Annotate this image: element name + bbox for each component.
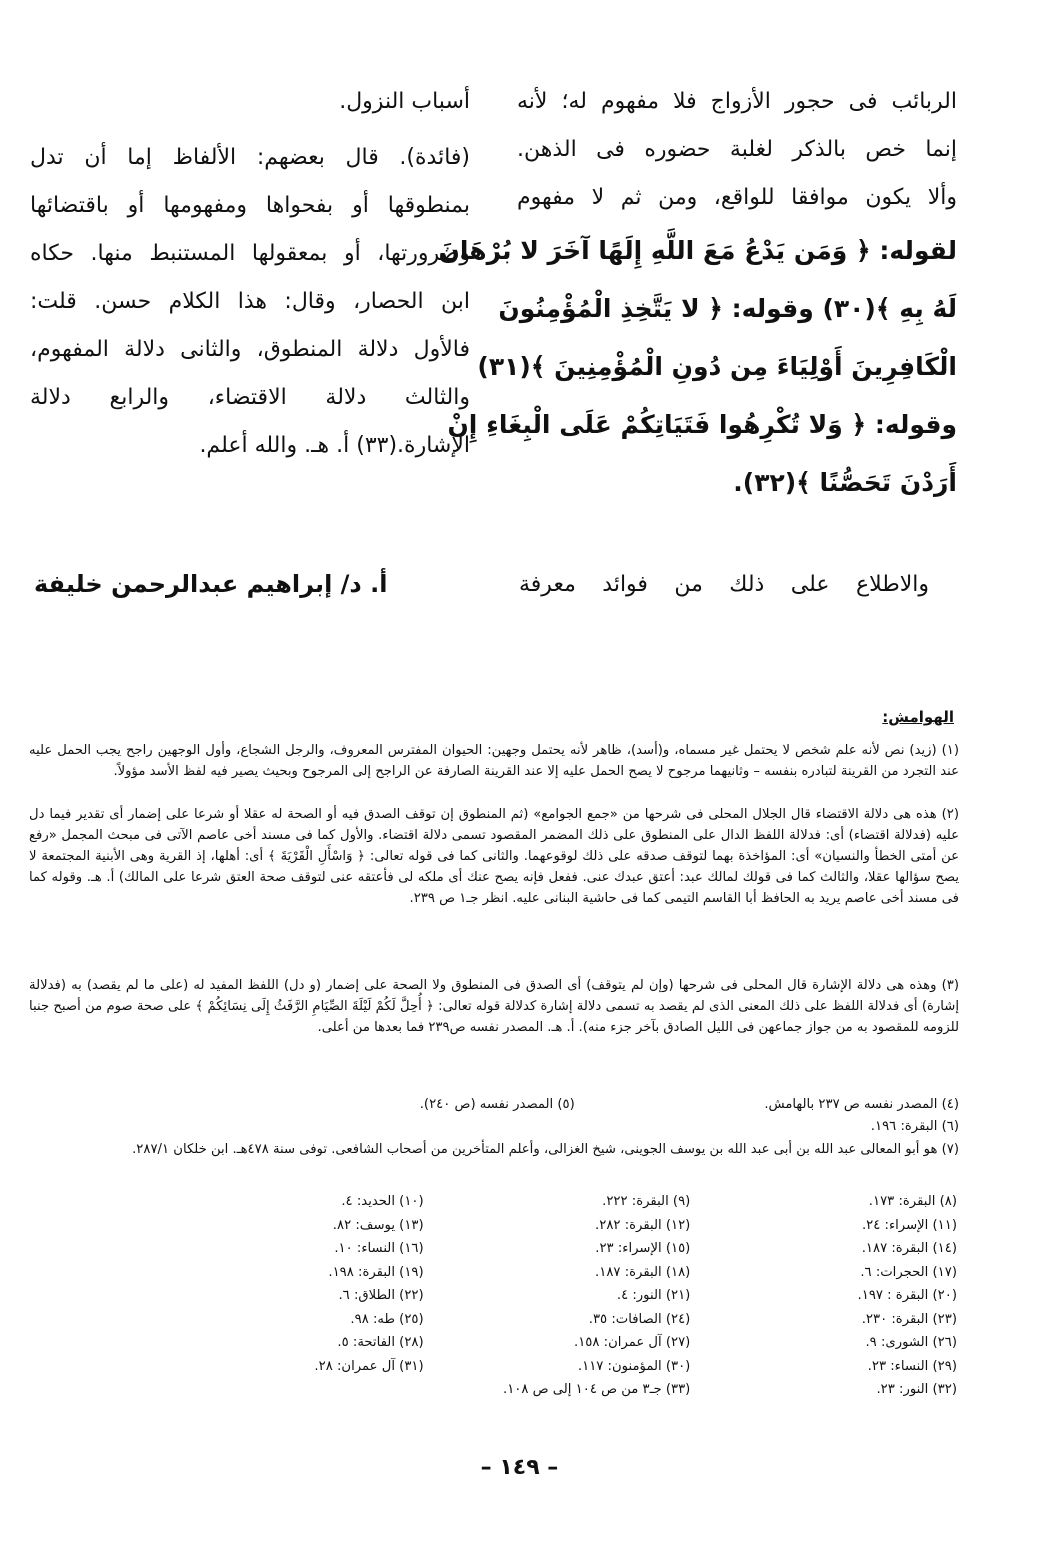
body-line: إنما خص بالذكر لغلبة حضوره فى الذهن. [517, 137, 957, 162]
quran-verse-line: لقوله: ﴿ وَمَن يَدْعُ مَعَ اللَّهِ إِلَهًا آخَرَ لا بُرْهَانَ [438, 236, 957, 265]
reference-row [157, 1331, 957, 1355]
reference-list [157, 1190, 957, 1402]
footnote-text: (٥) المصدر نفسه (ص ٢٤٠). [419, 1097, 575, 1112]
reference-row [157, 1261, 957, 1285]
body-line: وضرورتها، أو بمعقولها المستنبط منها. حكاه [30, 241, 470, 266]
footnote-text: (٣) وهذه هى دلالة الإشارة قال المحلى فى شرحها (وإن لم يتوقف) أى الصدق فى المنطوق ولا الصحة على إضمار (و دل) اللفظ المفيد له (على ما لم يقصد) به (فدلالة إشارة) أى فدلالة اللفظ على ذلك المعنى الذى لم يقصد به تسمى دلالة إشارة كدلالة قوله تعالى: ﴿ أُحِلَّ لَكُمْ لَيْلَةَ الصِّيَامِ الرَّفَثُ إِلَى نِسَائِكُمْ ﴾ على صحة صوم من أصبح جنبا للزومه للمقصود به من جواز جماعهن فى الليل الصادق بآخر جزء منه). أ. هـ. المصدر نفسه ص٢٣٩ فما بعدها من أعلى. [29, 978, 959, 1035]
footnote-text: (٦) البقرة: ١٩٦. [870, 1119, 959, 1134]
body-line: والثالث دلالة الاقتضاء، والرابع دلالة [30, 385, 470, 410]
reference-item: (٢٣) البقرة: ٢٣٠. [861, 1311, 957, 1327]
reference-item: (١٠) الحديد: ٤. [341, 1194, 424, 1209]
reference-item: (٢٧) آل عمران: ١٥٨. [574, 1335, 691, 1350]
reference-item: (٨) البقرة: ١٧٣. [868, 1194, 957, 1209]
body-line: وألا يكون موافقا للواقع، ومن ثم لا مفهوم [517, 185, 957, 210]
reference-item: (١٢) البقرة: ٢٨٢. [595, 1217, 691, 1233]
reference-item: (٢٠) البقرة : ١٩٧. [857, 1288, 957, 1303]
footnote-text: (١) (زيد) نص لأنه علم شخص لا يحتمل غير مسماه، و(أسد)، ظاهر لأنه يحتمل وجهين: الحيوان المفترس المعروف، والرجل الشجاع، وأول الوجهين راجح يجب الحمل عليه عند التجرد من القرينة لتبادره بنفسه – وثانيهما مرجوح لا يصح الحمل عليه إلا عند القرينة الصارفة عن الراجح إلى المرجوح وبحيث يصير فيه لفظ الأسد مؤولاً. [29, 743, 959, 779]
reference-item: (٣٠) المؤمنون: ١١٧. [577, 1358, 691, 1374]
reference-item: (٢٩) النساء: ٢٣. [867, 1358, 957, 1374]
reference-item: (٢٦) الشورى: ٩. [865, 1335, 957, 1350]
body-line: (فائدة). قال بعضهم: الألفاظ إما أن تدل [30, 145, 470, 170]
author-name: أ. د/ إبراهيم عبدالرحمن خليفة [34, 570, 388, 598]
reference-item: (٣٢) النور: ٢٣. [876, 1382, 957, 1397]
reference-row [157, 1237, 957, 1261]
body-line: الربائب فى حجور الأزواج فلا مفهوم له؛ لأنه [517, 89, 957, 114]
reference-row [157, 1378, 957, 1402]
reference-row [157, 1308, 957, 1332]
reference-item [157, 1378, 424, 1402]
reference-row [157, 1355, 957, 1379]
footnote [29, 975, 959, 1038]
reference-item: (٣٣) جـ٣ من ص ١٠٤ إلى ص ١٠٨. [503, 1382, 691, 1397]
reference-item: (١٥) الإسراء: ٢٣. [595, 1241, 691, 1256]
spacer [30, 126, 470, 134]
footnote [29, 740, 959, 782]
footnote [29, 1139, 959, 1160]
reference-item: (١٦) النساء: ١٠. [334, 1241, 424, 1256]
body-line: الإشارة.(٣٣) أ. هـ. والله أعلم. [199, 433, 470, 458]
body-line: فالأول دلالة المنطوق، والثانى دلالة المفهوم، [30, 337, 470, 362]
reference-row [157, 1284, 957, 1308]
footnote-row [29, 1094, 959, 1115]
quran-verse-line: لَهُ بِهِ ﴾(٣٠) وقوله: ﴿ لا يَتَّخِذِ الْمُؤْمِنُونَ [498, 294, 957, 323]
reference-item: (٢١) النور: ٤. [616, 1288, 691, 1303]
body-line: بمنطوقها أو بفحواها ومفهومها أو باقتضائها [30, 193, 470, 218]
reference-item: (٢٢) الطلاق: ٦. [338, 1288, 424, 1303]
reference-item: (٢٤) الصافات: ٣٥. [588, 1311, 691, 1327]
quran-verse-line: الْكَافِرِينَ أَوْلِيَاءَ مِن دُونِ الْمُؤْمِنِينَ ﴾(٣١) [477, 352, 957, 381]
footnote-text: (٤) المصدر نفسه ص ٢٣٧ بالهامش. [764, 1097, 959, 1112]
body-line: ابن الحصار، وقال: هذا الكلام حسن. قلت: [30, 289, 470, 314]
reference-item: (١٤) البقرة: ١٨٧. [861, 1241, 957, 1256]
reference-item: (٩) البقرة: ٢٢٢. [602, 1194, 691, 1209]
body-line: والاطلاع على ذلك من فوائد معرفة [519, 572, 929, 597]
quran-verse-line: أَرَدْنَ تَحَصُّنًا ﴾(٣٢). [733, 468, 957, 497]
reference-row [157, 1214, 957, 1238]
footnote-text: (٧) هو أبو المعالى عبد الله بن أبى عبد الله بن يوسف الجوينى، شيخ الغزالى، وأعلم المتأخرين من أصحاب الشافعى. توفى سنة ٤٧٨هـ. ابن خلكان ٢٨٧/١. [132, 1142, 959, 1157]
page-number: – ١٤٩ – [480, 1455, 559, 1480]
body-line: أسباب النزول. [339, 89, 470, 114]
left-column [30, 78, 470, 470]
reference-row [157, 1190, 957, 1214]
footnote [29, 804, 959, 909]
reference-item: (٢٥) طه: ٩٨. [350, 1311, 424, 1327]
reference-item: (١٩) البقرة: ١٩٨. [328, 1264, 424, 1280]
footnote [29, 1116, 959, 1137]
quran-verse-line: وقوله: ﴿ وَلا تُكْرِهُوا فَتَيَاتِكُمْ عَلَى الْبِغَاءِ إِنْ [447, 410, 957, 439]
reference-item: (١١) الإسراء: ٢٤. [861, 1217, 957, 1233]
reference-item: (١٣) يوسف: ٨٢. [332, 1217, 424, 1233]
reference-item: (٣١) آل عمران: ٢٨. [314, 1358, 424, 1374]
reference-item: (١٨) البقرة: ١٨٧. [595, 1264, 691, 1280]
right-column [438, 78, 957, 512]
reference-item: (٢٨) الفاتحة: ٥. [337, 1335, 424, 1350]
footnotes-title: الهوامش: [882, 708, 954, 726]
reference-item: (١٧) الحجرات: ٦. [860, 1264, 957, 1280]
footnote-text: (٢) هذه هى دلالة الاقتضاء قال الجلال المحلى فى شرحها من «جمع الجوامع» (ثم المنطوق إن توقف الصدق فيه أو الصحة له عقلا أو شرعا على إضمار أى تقدير فيما دل عليه (فدلالة اقتضاء) أى: فدلالة اللفظ الدال على المنطوق على ذلك المضمر المقصود تسمى دلالة اقتضاء. والأول كما فى مسند أخى عاصم الآتى فى مبحث المجمل «رفع عن أمتى الخطأ والنسيان» أى: المؤاخذة بهما لتوقف صدقه على ذلك لوقوعهما. والثانى كما فى قوله تعالى: ﴿ وَاسْأَلِ الْقَرْيَةَ ﴾ أى: أهلها، إذ القرية وهى الأبنية المجتمعة لا يصح سؤالها عقلا، والثالث كما فى قولك لمالك عبد: أعتق عبدك عنى. ففعل فإنه يصح عنك أى ملكه لى فأعتقه عنى لتوقف صحة العتق شرعا على المالك) أ. هـ. وقوله كما فى مسند أخى عاصم يريد به الحافظ أبا القاسم التيمى كما فى حاشية البنانى عليه. انظر جـ١ ص ٢٣٩. [29, 807, 959, 906]
